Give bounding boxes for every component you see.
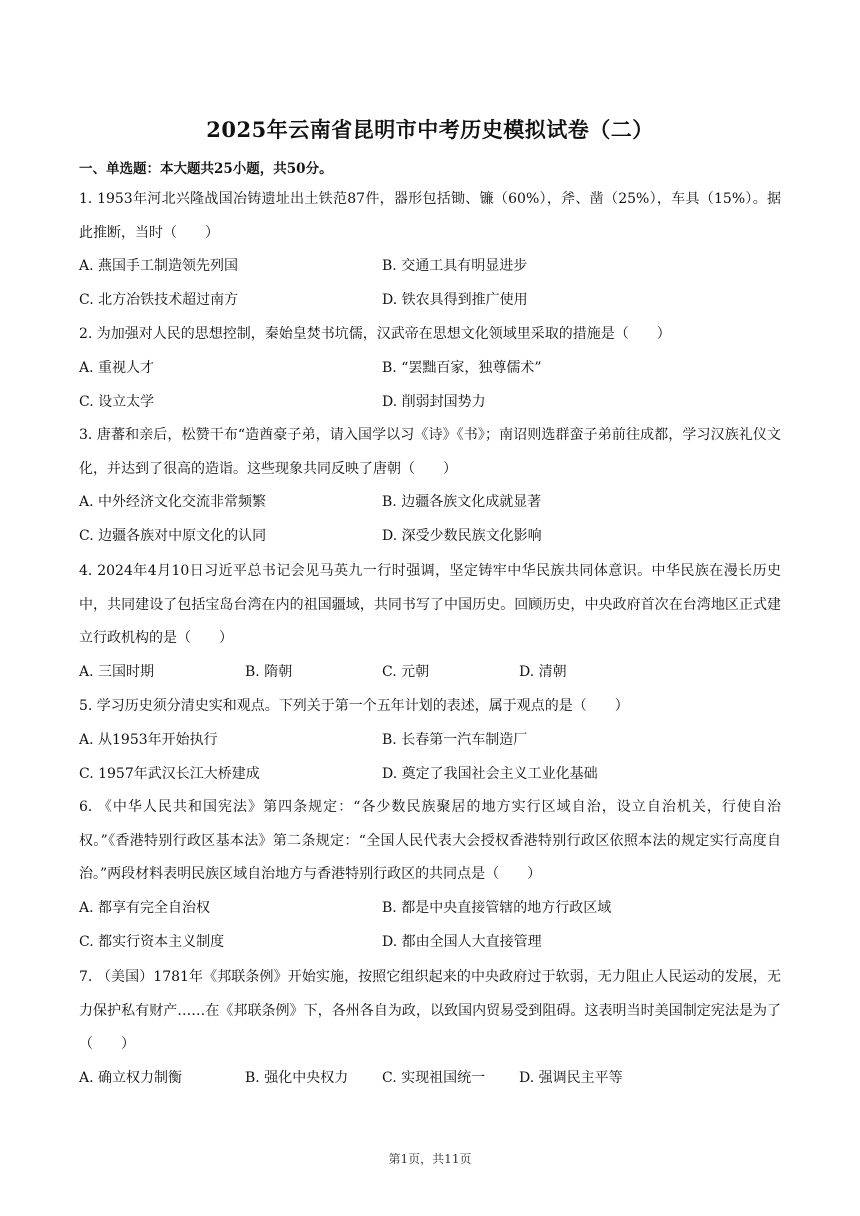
option-a[interactable]: A. 都享有完全自治权 [79, 899, 211, 916]
section-heading: 一、单选题：本大题共25小题，共50分。 [79, 161, 333, 177]
option-b[interactable]: B. 强化中央权力 [245, 1069, 349, 1086]
option-b[interactable]: B. 隋朝 [245, 663, 293, 680]
question-7 [79, 961, 781, 1096]
options-row [79, 486, 781, 520]
question-stem: 5. 学习历史须分清史实和观点。下列关于第一个五年计划的表述，属于观点的是（ ） [79, 698, 629, 714]
options-row [79, 250, 781, 284]
option-c[interactable]: C. 元朝 [382, 663, 430, 680]
option-d[interactable]: D. 清朝 [519, 663, 567, 680]
question-stem: 2. 为加强对人民的思想控制，秦始皇焚书坑儒，汉武帝在思想文化领域里采取的措施是（ ） [79, 326, 671, 342]
option-a[interactable]: A. 确立权力制衡 [79, 1069, 183, 1086]
option-c[interactable]: C. 都实行资本主义制度 [79, 933, 225, 950]
question-stem: 3. 唐蕃和亲后，松赞干布“造酋豪子弟，请入国学以习《诗》《书》；南诏则选群蛮子弟前往成都，学习汉族礼仪文化，并达到了很高的造诣。这些现象共同反映了唐朝（ ） [79, 427, 781, 477]
option-a[interactable]: A. 三国时期 [79, 663, 155, 680]
option-b[interactable]: B. “罢黜百家，独尊儒术” [382, 359, 542, 376]
question-stem: 4. 2024年4月10日习近平总书记会见马英九一行时强调，坚定铸牢中华民族共同体意识。中华民族在漫长历史中，共同建设了包括宝岛台湾在内的祖国疆域，共同书写了中国历史。回顾历史，中央政府首次在台湾地区正式建立行政机构的是（ ） [79, 563, 781, 646]
question-3 [79, 419, 781, 554]
option-b[interactable]: B. 边疆各族文化成就显著 [382, 494, 542, 510]
question-stem: 6. 《中华人民共和国宪法》第四条规定：“各少数民族聚居的地方实行区域自治，设立自治机关，行使自治权。”《香港特别行政区基本法》第二条规定：“全国人民代表大会授权香港特别行政区依照本法的规定实行高度自治。”两段材料表明民族区域自治地方与香港特别行政区的共同点是（ ） [79, 799, 781, 882]
option-b[interactable]: B. 交通工具有明显进步 [382, 258, 528, 274]
page-footer: 第1页，共11页 [388, 1152, 472, 1166]
question-1 [79, 183, 781, 318]
options-row [79, 926, 781, 960]
option-d[interactable]: D. 深受少数民族文化影响 [382, 528, 542, 544]
option-a[interactable]: A. 重视人才 [79, 359, 155, 376]
option-a[interactable]: A. 从1953年开始执行 [79, 731, 218, 748]
question-2 [79, 318, 781, 420]
options-row [79, 724, 781, 758]
option-c[interactable]: C. 北方冶铁技术超过南方 [79, 292, 239, 308]
options-row [79, 520, 781, 554]
question-5 [79, 690, 781, 792]
options-row [79, 386, 781, 420]
option-b[interactable]: B. 长春第一汽车制造厂 [382, 731, 528, 748]
exam-title: 2025年云南省昆明市中考历史模拟试卷（二） [206, 117, 654, 142]
option-c[interactable]: C. 设立太学 [79, 393, 155, 410]
question-6 [79, 791, 781, 960]
options-row [79, 284, 781, 318]
question-stem: 7. （美国）1781年《邦联条例》开始实施，按照它组织起来的中央政府过于软弱，无力阻止人民运动的发展，无力保护私有财产……在《邦联条例》下，各州各自为政，以致国内贸易受到阻碍。这表明当时美国制定宪法是为了（ ） [79, 969, 781, 1052]
options-row [79, 892, 781, 926]
option-a[interactable]: A. 燕国手工制造领先列国 [79, 258, 239, 274]
question-4 [79, 555, 781, 690]
option-a[interactable]: A. 中外经济文化交流非常频繁 [79, 494, 267, 510]
options-row [79, 352, 781, 386]
option-c[interactable]: C. 边疆各族对中原文化的认同 [79, 528, 267, 544]
option-d[interactable]: D. 都由全国人大直接管理 [382, 933, 542, 950]
question-stem: 1. 1953年河北兴隆战国冶铸遗址出土铁范87件，器形包括锄、镰（60%），斧、凿（25%），车具（15%）。据此推断，当时（ ） [79, 191, 781, 241]
option-b[interactable]: B. 都是中央直接管辖的地方行政区域 [382, 899, 612, 916]
option-d[interactable]: D. 铁农具得到推广使用 [382, 292, 528, 308]
option-c[interactable]: C. 1957年武汉长江大桥建成 [79, 765, 260, 782]
options-row [79, 758, 781, 792]
option-d[interactable]: D. 强调民主平等 [519, 1069, 623, 1086]
options-row [79, 656, 781, 690]
option-d[interactable]: D. 削弱封国势力 [382, 393, 486, 410]
option-c[interactable]: C. 实现祖国统一 [382, 1069, 486, 1086]
options-row [79, 1062, 781, 1096]
option-d[interactable]: D. 奠定了我国社会主义工业化基础 [382, 765, 598, 782]
